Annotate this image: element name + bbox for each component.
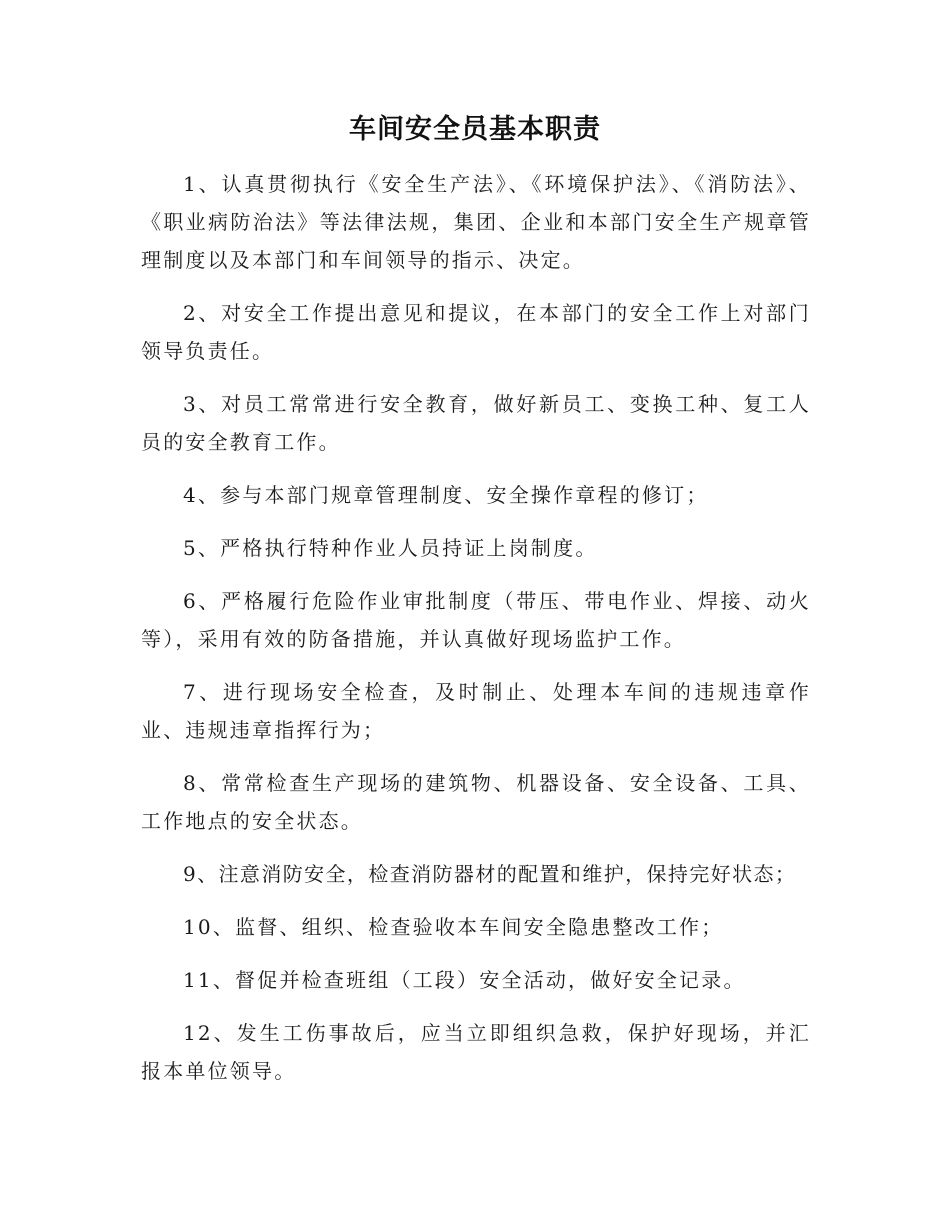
document-title: 车间安全员基本职责 (349, 114, 601, 145)
duty-paragraph-9: 9、注意消防安全，检查消防器材的配置和维护，保持完好状态； (183, 862, 797, 886)
duty-paragraph-5: 5、严格执行特种作业人员持证上岗制度。 (183, 536, 598, 560)
duty-paragraph-12: 12、发生工伤事故后，应当立即组织急救，保护好现场，并汇报本单位领导。 (141, 1021, 811, 1083)
duty-paragraph-2: 2、对安全工作提出意见和提议，在本部门的安全工作上对部门领导负责任。 (141, 301, 811, 363)
document-body (141, 165, 811, 1105)
duty-paragraph-1: 1、认真贯彻执行《安全生产法》、《环境保护法》、《消防法》、《职业病防治法》等法律法规，集团、企业和本部门安全生产规章管理制度以及本部门和车间领导的指示、决定。 (141, 172, 811, 272)
duty-paragraph-3: 3、对员工常常进行安全教育，做好新员工、变换工种、复工人员的安全教育工作。 (141, 392, 811, 454)
duty-paragraph-10: 10、监督、组织、检查验收本车间安全隐患整改工作； (183, 915, 724, 939)
duty-paragraph-11: 11、督促并检查班组（工段）安全活动，做好安全记录。 (183, 968, 746, 992)
duty-paragraph-7: 7、进行现场安全检查，及时制止、处理本车间的违规违章作业、违规违章指挥行为； (141, 680, 811, 742)
duty-paragraph-4: 4、参与本部门规章管理制度、安全操作章程的修订； (183, 483, 709, 507)
duty-paragraph-8: 8、常常检查生产现场的建筑物、机器设备、安全设备、工具、工作地点的安全状态。 (141, 771, 811, 833)
duty-paragraph-6: 6、严格履行危险作业审批制度（带压、带电作业、焊接、动火等），采用有效的防备措施，并认真做好现场监护工作。 (141, 589, 811, 651)
